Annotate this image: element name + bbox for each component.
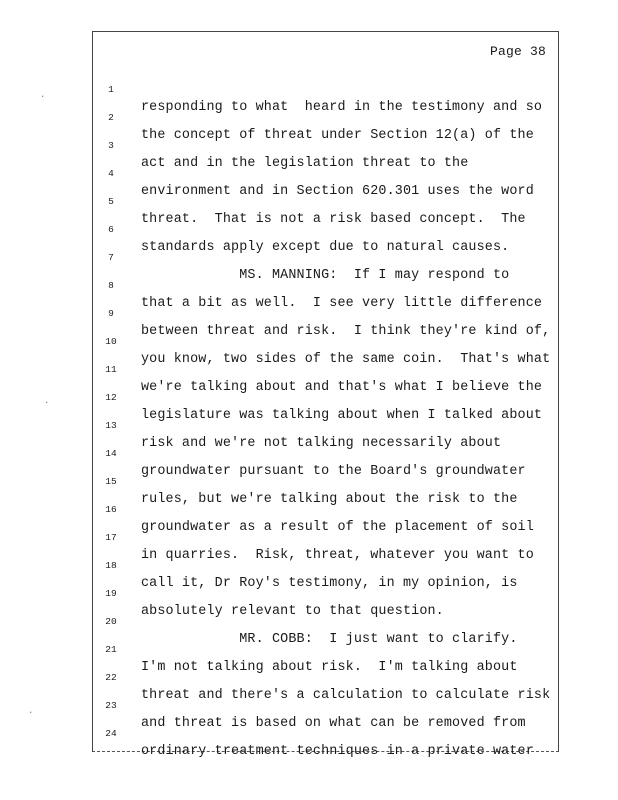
line-number: 23 [105, 700, 117, 711]
line-text: responding to what heard in the testimony and so [141, 100, 543, 115]
transcript-line [100, 483, 555, 535]
line-text: between threat and risk. I think they're kind of, [141, 324, 551, 339]
scan-speckle: · [28, 708, 34, 718]
line-number: 21 [105, 644, 117, 655]
line-number: 24 [105, 728, 117, 739]
line-number: 16 [105, 504, 117, 515]
line-number: 15 [105, 476, 117, 487]
transcript-line [100, 343, 555, 395]
line-number: 14 [105, 448, 117, 459]
line-text: you know, two sides of the same coin. That's what [141, 352, 551, 367]
line-text: standards apply except due to natural causes. [141, 240, 510, 255]
line-text: risk and we're not talking necessarily about [141, 436, 502, 451]
transcript-line [100, 175, 555, 227]
transcript-line [100, 371, 555, 423]
line-text: MS. MANNING: If I may respond to [141, 268, 510, 283]
transcript-line [100, 427, 555, 479]
line-number: 17 [105, 532, 117, 543]
line-text: threat. That is not a risk based concept. The [141, 212, 526, 227]
line-number: 20 [105, 616, 117, 627]
line-number: 19 [105, 588, 117, 599]
line-text: the concept of threat under Section 12(a) of the [141, 128, 534, 143]
transcript-line [100, 315, 555, 367]
line-number: 13 [105, 420, 117, 431]
line-number: 11 [105, 364, 117, 375]
line-text: we're talking about and that's what I believe the [141, 380, 543, 395]
line-number: 18 [105, 560, 117, 571]
line-number: 5 [108, 196, 114, 207]
line-number: 4 [108, 168, 114, 179]
transcript-line [100, 539, 555, 591]
scan-speckle: · [44, 398, 50, 408]
line-text: environment and in Section 620.301 uses the word [141, 184, 534, 199]
line-number: 3 [108, 140, 114, 151]
transcript-line [100, 707, 555, 759]
transcript-line [100, 119, 555, 171]
line-text: absolutely relevant to that question. [141, 604, 444, 619]
transcript-line [100, 651, 555, 703]
line-number: 2 [108, 112, 114, 123]
transcript-line [100, 567, 555, 619]
line-text: legislature was talking about when I talked about [141, 408, 543, 423]
line-number: 22 [105, 672, 117, 683]
transcript-line [100, 203, 555, 255]
transcript-line [100, 287, 555, 339]
line-text: I'm not talking about risk. I'm talking about [141, 660, 518, 675]
line-number: 12 [105, 392, 117, 403]
line-text: MR. COBB: I just want to clarify. [141, 632, 518, 647]
line-number: 9 [108, 308, 114, 319]
line-text: that a bit as well. I see very little difference [141, 296, 543, 311]
line-number: 1 [108, 84, 114, 95]
line-text: ordinary treatment techniques in a private water [141, 744, 534, 759]
line-text: threat and there's a calculation to calculate risk [141, 688, 551, 703]
line-text: in quarries. Risk, threat, whatever you want to [141, 548, 534, 563]
transcript-line [100, 231, 555, 283]
line-number: 7 [108, 252, 114, 263]
line-text: act and in the legislation threat to the [141, 156, 469, 171]
page-number: Page 38 [489, 44, 546, 59]
transcript-line [100, 259, 555, 311]
transcript-line [100, 147, 555, 199]
transcript-line [100, 63, 555, 115]
transcript-line [100, 399, 555, 451]
line-text: rules, but we're talking about the risk to the [141, 492, 518, 507]
transcript-line [100, 455, 555, 507]
line-text: and threat is based on what can be removed from [141, 716, 526, 731]
transcript-line [100, 595, 555, 647]
transcript-line [100, 679, 555, 731]
line-text: groundwater as a result of the placement of soil [141, 520, 534, 535]
line-number: 6 [108, 224, 114, 235]
transcript-line [100, 623, 555, 675]
scan-speckle: · [40, 92, 46, 102]
line-number: 10 [105, 336, 117, 347]
transcript-line [100, 91, 555, 143]
line-text: groundwater pursuant to the Board's groundwater [141, 464, 526, 479]
line-number: 8 [108, 280, 114, 291]
transcript-line [100, 511, 555, 563]
line-text: call it, Dr Roy's testimony, in my opinion, is [141, 576, 518, 591]
